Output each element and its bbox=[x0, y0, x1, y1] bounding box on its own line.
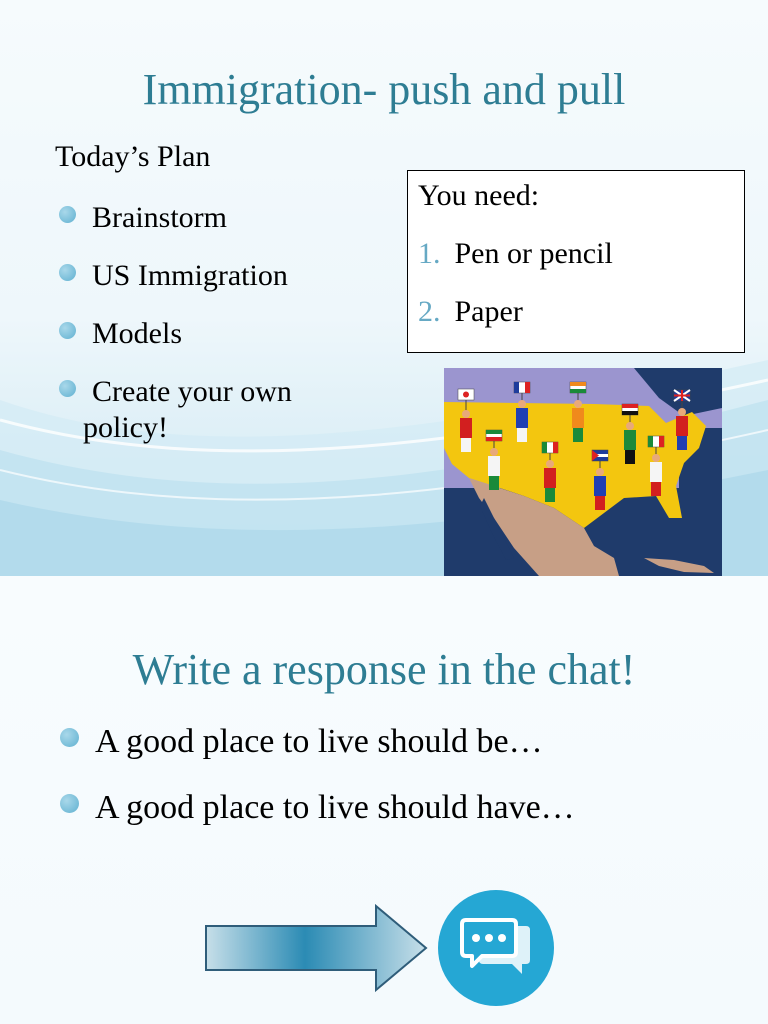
need-item: 1. Pen or pencil bbox=[418, 237, 613, 270]
slide-title: Immigration- push and pull bbox=[142, 65, 626, 114]
bullet-icon bbox=[59, 322, 76, 339]
you-need-title: You need: bbox=[418, 179, 540, 212]
bullet-icon bbox=[59, 380, 76, 397]
bullet-icon bbox=[59, 264, 76, 281]
us-immigration-map bbox=[444, 368, 722, 576]
plan-heading: Today’s Plan bbox=[55, 140, 211, 173]
need-item: 2. Paper bbox=[418, 295, 523, 328]
plan-item: Create your own policy! bbox=[55, 374, 355, 446]
bullet-icon bbox=[59, 206, 76, 223]
prompt-list bbox=[60, 720, 700, 852]
prompt-item: A good place to live should have… bbox=[60, 786, 700, 830]
bullet-icon bbox=[60, 728, 79, 747]
bullet-icon bbox=[60, 794, 79, 813]
arrow-right-icon bbox=[204, 904, 434, 994]
plan-item: Brainstorm bbox=[55, 200, 355, 236]
plan-item: Models bbox=[55, 316, 355, 352]
slide-title: Write a response in the chat! bbox=[132, 645, 636, 694]
you-need-box bbox=[407, 170, 745, 353]
prompt-item: A good place to live should be… bbox=[60, 720, 700, 764]
plan-list bbox=[55, 200, 355, 468]
plan-item: US Immigration bbox=[55, 258, 355, 294]
chat-bubbles-icon bbox=[438, 890, 554, 1006]
